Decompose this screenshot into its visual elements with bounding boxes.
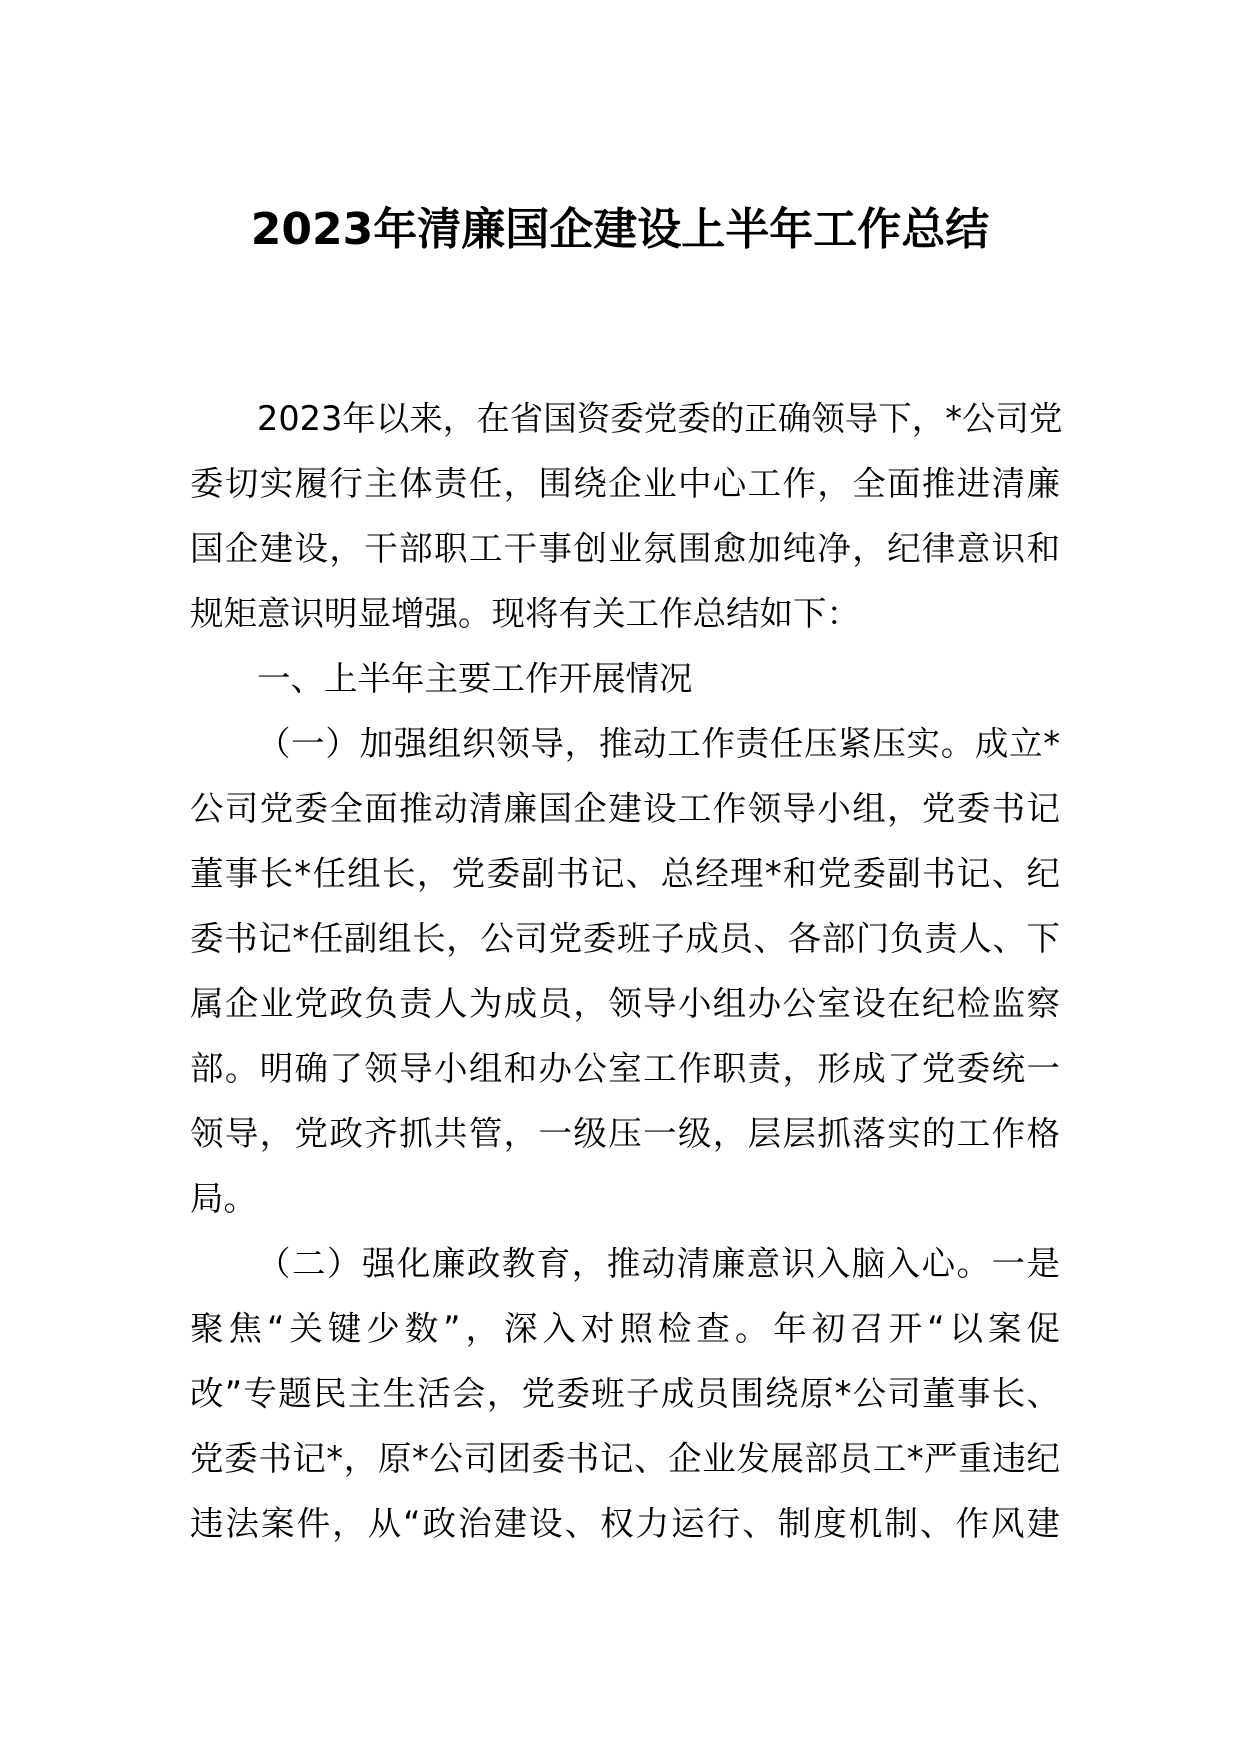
paragraph-line: 改”专题民主生活会，党委班子成员围绕原*公司董事长、 [190,1374,1060,1413]
paragraph-line: 委书记*任副组长，公司党委班子成员、各部门负责人、下 [190,919,1060,958]
paragraph-line: 聚焦“关键少数”，深入对照检查。年初召开“以案促 [190,1309,1060,1348]
paragraph-line: （二）强化廉政教育，推动清廉意识入脑入心。一是 [257,1244,1060,1283]
paragraph-line: 国企建设，干部职工干事创业氛围愈加纯净，纪律意识和 [190,529,1060,568]
paragraph-line: 一、上半年主要工作开展情况 [257,659,693,698]
paragraph-line: 公司党委全面推动清廉国企建设工作领导小组，党委书记 [190,789,1060,828]
document-body [190,386,1063,1556]
paragraph-line: 属企业党政负责人为成员，领导小组办公室设在纪检监察 [190,984,1060,1023]
paragraph-line: 部。明确了领导小组和办公室工作职责，形成了党委统一 [190,1049,1060,1088]
paragraph-line: 局。 [190,1179,257,1218]
paragraph-line: 规矩意识明显增强。现将有关工作总结如下： [190,594,860,633]
paragraph-line: 党委书记*，原*公司团委书记、企业发展部员工*严重违纪 [190,1439,1060,1478]
paragraph-line: 领导，党政齐抓共管，一级压一级，层层抓落实的工作格 [190,1114,1060,1153]
paragraph-line: 委切实履行主体责任，围绕企业中心工作，全面推进清廉 [190,464,1060,503]
paragraph-line: （一）加强组织领导，推动工作责任压紧压实。成立* [257,724,1060,763]
paragraph-line: 董事长*任组长，党委副书记、总经理*和党委副书记、纪 [190,854,1060,893]
paragraph-line: 2023年以来，在省国资委党委的正确领导下，*公司党 [257,399,1063,438]
document-title: 2023年清廉国企建设上半年工作总结 [250,204,990,255]
paragraph-line: 违法案件，从“政治建设、权力运行、制度机制、作风建 [190,1504,1060,1543]
